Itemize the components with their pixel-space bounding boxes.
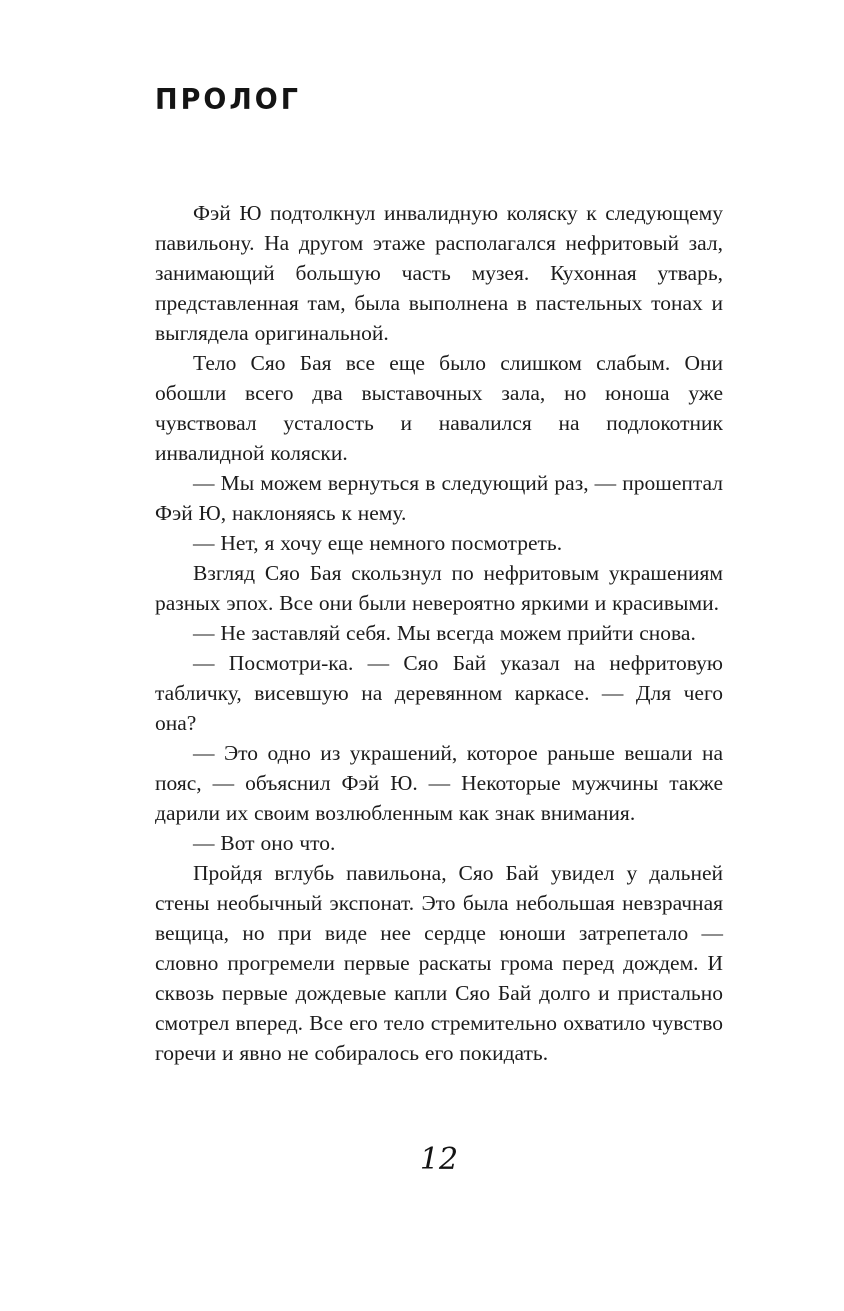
- page-number: 12: [419, 1142, 459, 1177]
- chapter-title: ПРОЛОГ: [155, 84, 301, 117]
- body-text: [155, 198, 723, 1068]
- paragraph: Взгляд Сяо Бая скользнул по нефритовым украшениям разных эпох. Все они были невероятно яркими и красивыми.: [155, 561, 723, 615]
- paragraph: — Нет, я хочу еще немного посмотреть.: [193, 531, 563, 555]
- paragraph: Фэй Ю подтолкнул инвалидную коляску к следующему павильону. На другом этаже располагался нефритовый зал, занимающий большую часть музея. Кухонная утварь, представленная там, была выполнена в пастельных тонах и выглядела оригинальной.: [155, 201, 723, 345]
- paragraph: Тело Сяо Бая все еще было слишком слабым. Они обошли всего два выставочных зала, но юноша уже чувствовал усталость и навалился на подлокотник инвалидной коляски.: [155, 351, 723, 465]
- paragraph: — Вот оно что.: [193, 831, 336, 855]
- paragraph: — Это одно из украшений, которое раньше вешали на пояс, — объяснил Фэй Ю. — Некоторые мужчины также дарили их своим возлюбленным как знак внимания.: [155, 741, 723, 825]
- paragraph: — Мы можем вернуться в следующий раз, — прошептал Фэй Ю, наклоняясь к нему.: [155, 471, 723, 525]
- paragraph: — Не заставляй себя. Мы всегда можем прийти снова.: [193, 621, 696, 645]
- paragraph: Пройдя вглубь павильона, Сяо Бай увидел у дальней стены необычный экспонат. Это была небольшая невзрачная вещица, но при виде нее сердце юноши затрепетало — словно прогремели первые раскаты грома перед дождем. И сквозь первые дождевые капли Сяо Бай долго и пристально смотрел вперед. Все его тело стремительно охватило чувство горечи и явно не собиралось его покидать.: [155, 861, 723, 1065]
- paragraph: — Посмотри-ка. — Сяо Бай указал на нефритовую табличку, висевшую на деревянном каркасе. — Для чего она?: [155, 651, 723, 735]
